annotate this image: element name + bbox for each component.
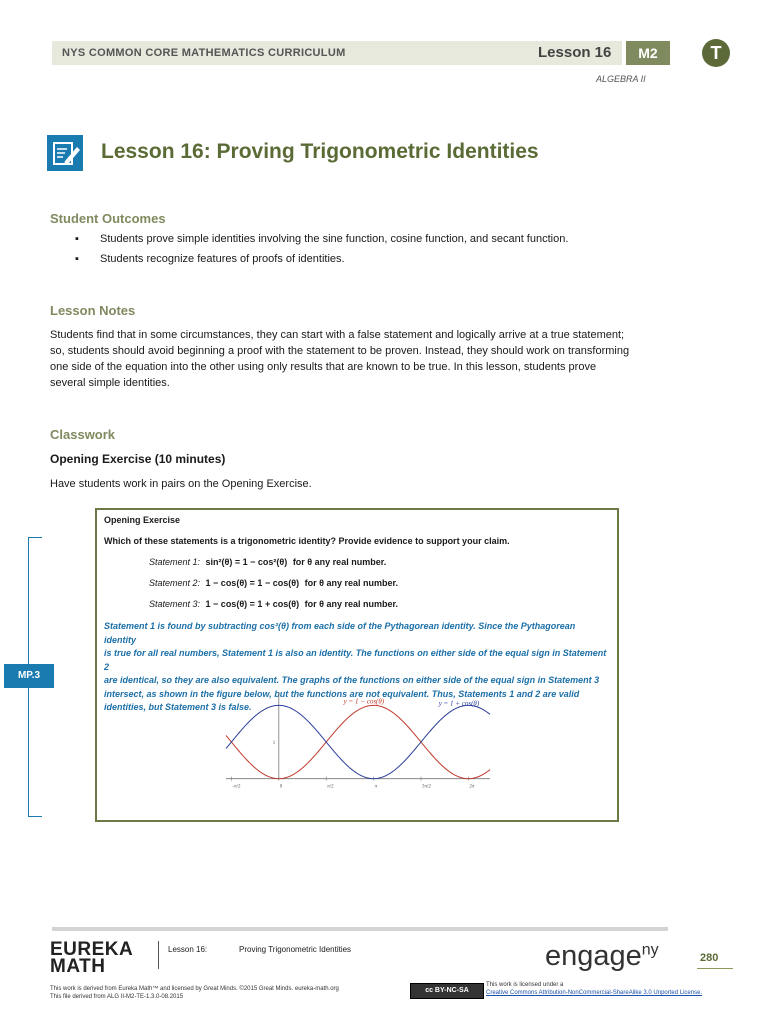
course-label: ALGEBRA II	[596, 74, 646, 84]
series-curve-1	[226, 705, 490, 778]
x-tick-label: -π/2	[232, 784, 241, 790]
outcome-item: Students recognize features of proofs of identities.	[100, 253, 345, 265]
statement-equation: 1 − cos(θ) = 1 + cos(θ)	[205, 599, 300, 609]
answer-line: Statement 1 is found by subtracting cos²(θ) from each side of the Pythagorean identity. Since the Pythagorean identity	[104, 621, 576, 645]
statement-label: Statement 1:	[149, 557, 201, 567]
outcomes-heading: Student Outcomes	[50, 211, 166, 226]
lesson-label: Lesson 16	[538, 44, 612, 61]
footer-rule	[52, 927, 668, 931]
series-curve-2	[226, 705, 490, 778]
page-number-rule	[697, 968, 733, 969]
license-text: This work is licensed under a Creative Commons Attribution-NonCommercial-ShareAlike 3.0 Unported License.	[486, 982, 703, 996]
x-tick-label: 2π	[469, 784, 475, 790]
notes-heading: Lesson Notes	[50, 303, 136, 318]
footer-separator	[158, 941, 159, 969]
bullet-marker: ▪	[75, 253, 79, 265]
page-number: 280	[700, 952, 719, 964]
answer-line: intersect, as shown in the figure below, but the functions are not equivalent. Thus, Statements 1 and 2 are valid	[104, 688, 580, 699]
series-label-1-plus-cos: y = 1 + cos(θ)	[438, 699, 480, 708]
exercise-intro: Have students work in pairs on the Opening Exercise.	[50, 478, 312, 490]
y-tick-label: 1	[272, 741, 276, 746]
eureka-math-logo: EUREKA MATH	[50, 939, 134, 977]
statement-tail: for θ any real number.	[304, 578, 398, 588]
page-title: Lesson 16: Proving Trigonometric Identities	[101, 140, 539, 163]
statement-equation: sin²(θ) = 1 − cos²(θ)	[205, 557, 288, 567]
engageny-logo: engage$^{ny}$	[545, 940, 659, 972]
footer-lesson-title: Proving Trigonometric Identities	[239, 945, 352, 954]
exercise-subheading: Opening Exercise (10 minutes)	[50, 452, 226, 466]
notes-paragraph	[50, 327, 629, 391]
outcome-item: Students prove simple identities involving the sine function, cosine function, and secant function.	[100, 233, 569, 245]
statement-tail: for θ any real number.	[304, 599, 398, 609]
x-tick-label: 3π/2	[421, 784, 431, 790]
notes-line: one side of the equation into the other using only results that are known to be true. In this lesson, students prove	[50, 361, 597, 373]
module-badge: M2	[626, 41, 670, 65]
statement-3	[149, 599, 398, 609]
answer-line: identities, but Statement 3 is false.	[104, 702, 252, 712]
statement-label: Statement 3:	[149, 599, 201, 609]
curriculum-label: NYS COMMON CORE MATHEMATICS CURRICULUM	[62, 47, 346, 59]
license-link[interactable]: Creative Commons Attribution-NonCommercial-ShareAlike 3.0 Unported License.	[486, 990, 703, 996]
series-label-1-minus-cos: y = 1 − cos(θ)	[343, 697, 385, 706]
notes-line: Students find that in some circumstances, they can start with a false statement and logically arrive at a true statement;	[50, 329, 625, 341]
cosine-graph	[222, 690, 494, 800]
statement-2	[149, 578, 398, 588]
answer-line: is true for all real numbers, Statement 1 is also an identity. The functions on either side of the equal sign in Statement 2	[104, 648, 607, 672]
x-tick-label: π	[374, 784, 378, 790]
statement-equation: 1 − cos(θ) = 1 − cos(θ)	[205, 578, 300, 588]
exercise-title: Opening Exercise	[104, 515, 181, 525]
x-tick-label: π/2	[327, 784, 334, 790]
x-tick-label: 0	[279, 784, 283, 790]
cc-license-badge: cc BY-NC-SA	[410, 983, 484, 999]
lesson-pencil-icon	[47, 135, 83, 171]
classwork-heading: Classwork	[50, 427, 116, 442]
teacher-badge: T	[702, 39, 730, 67]
footer-lesson-label: Lesson 16:	[168, 945, 208, 954]
bullet-marker: ▪	[75, 233, 79, 245]
footer-credits: This work is derived from Eureka Math™ and licensed by Great Minds. ©2015 Great Minds. eureka-math.org This file derived from ALG II-M2-TE-1.3.0-08.2015	[50, 986, 339, 1000]
notes-line: so, students should avoid beginning a proof with the statement to be proven. Instead, they should work on transforming	[50, 345, 630, 357]
statement-1	[149, 557, 386, 567]
statement-label: Statement 2:	[149, 578, 201, 588]
exercise-question: Which of these statements is a trigonometric identity? Provide evidence to support your claim.	[104, 536, 510, 546]
answer-line: are identical, so they are also equivalent. The graphs of the functions on either side of the equal sign in Statement 3	[104, 675, 600, 685]
statement-tail: for θ any real number.	[292, 557, 387, 567]
notes-line: several simple identities.	[50, 377, 170, 389]
mp-badge: MP.3	[4, 664, 54, 688]
